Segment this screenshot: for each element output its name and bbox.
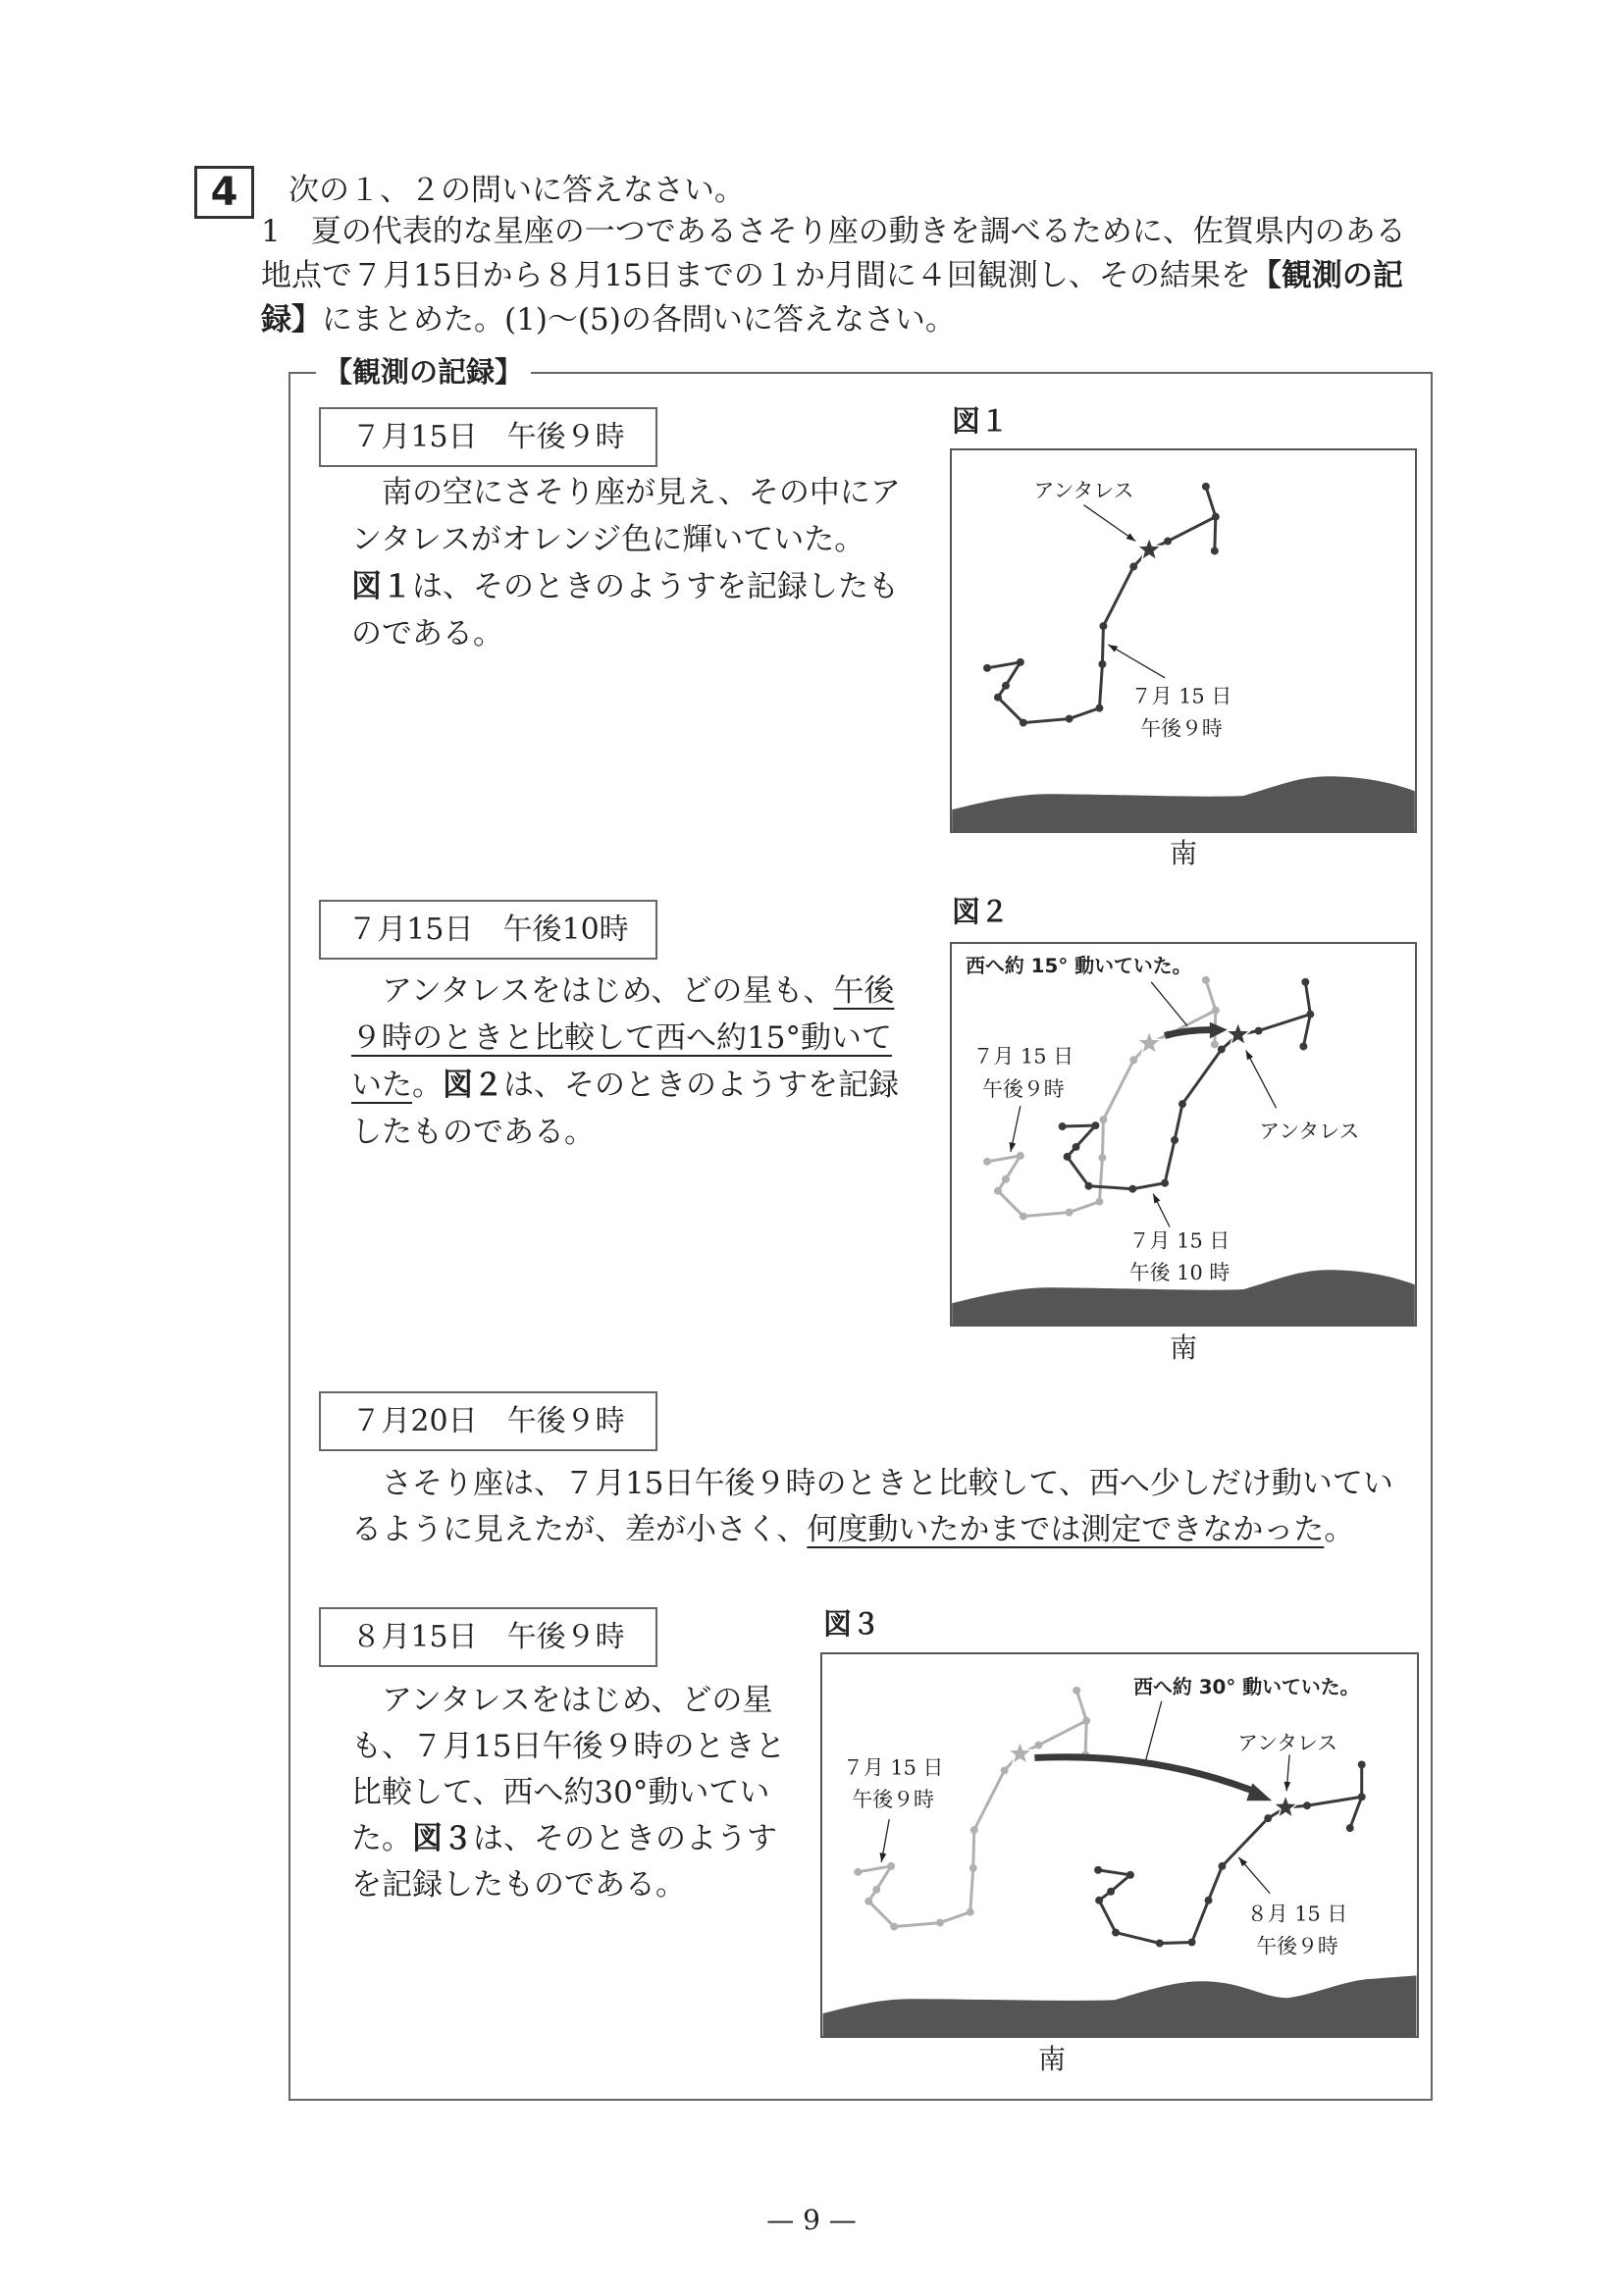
scorpius-jul15-10pm-star-dot [1178, 1100, 1186, 1108]
scorpius-jul15-10pm-star-dot [1301, 978, 1309, 986]
scorpius-jul15-9pm-star-dot [1211, 1040, 1219, 1048]
text-segment: アンタレスをはじめ、どの星 [382, 1683, 773, 1718]
scorpius-aug15-9pm-star-dot [1095, 1897, 1103, 1905]
figure-1-south-label: 南 [1170, 837, 1198, 869]
scorpius-jul15-9pm-star-dot [1020, 719, 1027, 727]
text-line [261, 256, 1403, 295]
ground-silhouette [823, 1975, 1417, 2036]
text-segment: 比較して、西へ約30°動いてい [351, 1775, 770, 1810]
figure-label: 西へ約 30° 動いていた。 [1133, 1675, 1360, 1698]
pointer-line [1151, 982, 1187, 1026]
scorpius-jul15-9pm-star-dot [1129, 1056, 1137, 1064]
scorpius-jul15-9pm-star-dot [1001, 1766, 1009, 1774]
text-segment: るように見えたが、差が小さく、 [351, 1512, 808, 1547]
figure-label: ７月 15 日 [1130, 684, 1232, 708]
text-line [351, 1865, 686, 1905]
text-segment: ンタレスがオレンジ色に輝いていた。 [351, 522, 865, 557]
text-segment: も、７月15日午後９時のときと [351, 1729, 786, 1764]
underlined-text: ９時のときと比較して西へ約15°動いて [351, 1020, 892, 1056]
scorpius-jul15-9pm-star-dot [994, 694, 1002, 702]
scorpius-jul15-10pm-star-dot [1255, 1027, 1263, 1035]
scorpius-jul15-9pm-star-dot [1098, 660, 1106, 668]
figure-label: アンタレス [1259, 1119, 1360, 1143]
underlined-text: いた [351, 1068, 412, 1103]
observation-date-box: ８月15日 午後９時 [319, 1607, 657, 1667]
text-line [351, 520, 864, 559]
scorpius-jul15-9pm-star-dot [1020, 1213, 1027, 1221]
movement-arrowhead-icon [1246, 1783, 1272, 1800]
observation-record-label: 【観測の記録】 [316, 354, 531, 390]
figure-1 [950, 448, 1417, 833]
figure-label: ７月 15 日 [842, 1755, 944, 1780]
scorpius-jul15-9pm-star-dot [1202, 483, 1210, 491]
figure-3-title: 図３ [823, 1607, 881, 1641]
pointer-line [1108, 645, 1165, 678]
text-segment: 。 [1324, 1512, 1355, 1547]
text-line [261, 300, 956, 339]
figure-3 [820, 1652, 1419, 2038]
scorpius-jul15-10pm-star-dot [1064, 1153, 1072, 1161]
figure-label: 午後９時 [1256, 1934, 1338, 1958]
text-segment: さそり座は、７月15日午後９時のときと比較して、西へ少しだけ動いてい [382, 1466, 1393, 1501]
scorpius-jul15-9pm-star-dot [1017, 658, 1024, 666]
text-segment: にまとめた。(1)〜(5)の各問いに答えなさい。 [322, 302, 956, 338]
text-line [382, 1464, 1393, 1503]
scorpius-jul15-9pm-star-dot [969, 1864, 977, 1872]
text-line [351, 1510, 1354, 1549]
arrowhead-icon [1126, 533, 1136, 541]
scorpius-jul15-10pm-star-dot [1059, 1122, 1067, 1130]
figure-3-south-label: 南 [1038, 2043, 1067, 2075]
text-line [261, 212, 1406, 251]
text-line [382, 971, 894, 1011]
scorpius-jul15-9pm-star-dot [1073, 1687, 1080, 1695]
scorpius-aug15-9pm-star-dot [1264, 1814, 1272, 1822]
arrowhead-icon [1153, 1194, 1160, 1204]
scorpius-jul15-9pm-star-dot [1082, 1717, 1090, 1725]
observation-date-box: ７月15日 午後９時 [319, 407, 657, 467]
text-segment: のである。 [351, 616, 503, 652]
text-line [351, 1113, 595, 1152]
text-line [351, 1018, 892, 1058]
text-segment: アンタレスをはじめ、どの星も、 [382, 973, 834, 1009]
scorpius-jul15-9pm-antares-star-icon [1137, 538, 1162, 560]
figure-label: アンタレス [1033, 478, 1134, 502]
scorpius-jul15-9pm-star-dot [1211, 547, 1219, 554]
scorpius-jul15-10pm-star-dot [1091, 1122, 1099, 1129]
scorpius-jul15-10pm-star-dot [1299, 1042, 1307, 1050]
scorpius-aug15-9pm-star-dot [1218, 1862, 1226, 1870]
scorpius-jul15-9pm-star-dot [1164, 538, 1172, 546]
scorpius-jul15-9pm-body-line [858, 1721, 1086, 1927]
scorpius-jul15-10pm-star-dot [1306, 1011, 1314, 1018]
scorpius-jul15-9pm-star-dot [967, 1908, 974, 1916]
arrowhead-icon [1246, 1050, 1253, 1060]
pointer-line [1146, 1701, 1162, 1760]
scorpius-aug15-9pm-star-dot [1358, 1760, 1366, 1768]
text-line [351, 1819, 777, 1858]
scorpius-jul15-9pm-antares-star-icon [1137, 1031, 1162, 1054]
scorpius-jul15-9pm-star-dot [936, 1919, 944, 1927]
text-line [351, 567, 899, 606]
scorpius-jul15-10pm-star-dot [1161, 1179, 1169, 1187]
scorpius-aug15-9pm-star-dot [1205, 1897, 1213, 1905]
scorpius-jul15-10pm-star-dot [1128, 1185, 1136, 1193]
scorpius-jul15-9pm-star-dot [1129, 562, 1137, 570]
text-line [351, 1773, 769, 1812]
scorpius-jul15-9pm-star-dot [887, 1862, 895, 1870]
figure-label: アンタレス [1237, 1731, 1338, 1755]
text-segment: を記録したものである。 [351, 1867, 686, 1903]
text-segment: 南の空にさそり座が見え、その中にア [382, 475, 901, 510]
scorpius-jul15-9pm-star-dot [1202, 976, 1210, 984]
scorpius-jul15-9pm-star-dot [970, 1826, 978, 1834]
scorpius-aug15-9pm-star-dot [1094, 1866, 1102, 1874]
scorpius-aug15-9pm-star-dot [1112, 1929, 1120, 1937]
movement-arrowhead-icon [1210, 1022, 1228, 1039]
scorpius-aug15-9pm-star-dot [1358, 1793, 1366, 1800]
figure-2 [950, 942, 1417, 1327]
text-segment: 地点で７月15日から８月15日までの１か月間に４回観測し、その結果を [261, 258, 1251, 293]
text-line [382, 1681, 772, 1720]
scorpius-jul15-9pm-star-dot [1066, 1209, 1073, 1217]
scorpius-jul15-9pm-star-dot [1066, 715, 1073, 723]
text-line [382, 473, 901, 512]
underlined-text: 何度動いたかまでは測定できなかった [807, 1512, 1325, 1547]
scorpius-jul15-9pm-star-dot [872, 1886, 880, 1894]
figure-label: ７月 15 日 [1128, 1228, 1230, 1253]
scorpius-jul15-9pm-star-dot [983, 1158, 991, 1166]
figure-label: ７月 15 日 [972, 1044, 1074, 1069]
text-line [351, 614, 503, 653]
scorpius-aug15-9pm-star-dot [1126, 1871, 1134, 1879]
scorpius-jul15-9pm-star-dot [1098, 1154, 1106, 1162]
scorpius-jul15-9pm-star-dot [994, 1187, 1002, 1195]
scorpius-jul15-9pm-star-dot [1002, 1175, 1010, 1183]
question-intro: 次の１、２の問いに答えなさい。 [288, 173, 745, 208]
scorpius-jul15-9pm-antares-star-icon [1008, 1742, 1032, 1764]
bold-text: 録】 [261, 302, 322, 338]
figure-label: 西へ約 15° 動いていた。 [966, 954, 1192, 977]
scorpius-jul15-9pm-star-dot [983, 664, 991, 672]
figure-2-south-label: 南 [1170, 1331, 1198, 1364]
arrowhead-icon [1010, 1142, 1017, 1152]
text-line [351, 1066, 899, 1105]
scorpius-jul15-9pm-star-dot [864, 1898, 872, 1905]
scorpius-jul15-9pm-star-dot [1095, 1198, 1103, 1206]
page-number: — 9 — [766, 2204, 857, 2236]
figure-label: ８月 15 日 [1246, 1902, 1348, 1926]
arrowhead-icon [1108, 645, 1118, 652]
text-segment: は、そのときのようす [473, 1821, 777, 1856]
scorpius-aug15-9pm-star-dot [1156, 1940, 1164, 1948]
scorpius-jul15-9pm-star-dot [1212, 1007, 1220, 1015]
scorpius-jul15-9pm-star-dot [1099, 1116, 1107, 1123]
text-segment: 。 [412, 1068, 443, 1103]
pointer-line [1084, 505, 1136, 542]
figure-label: 午後９時 [1140, 716, 1223, 741]
scorpius-jul15-10pm-star-dot [1218, 1045, 1226, 1053]
scorpius-jul15-9pm-star-dot [890, 1923, 898, 1931]
movement-arrow [1034, 1757, 1258, 1794]
figure-label: 午後 10 時 [1128, 1261, 1230, 1285]
movement-arrow [1165, 1030, 1212, 1036]
pointer-line [1246, 1050, 1277, 1108]
arrowhead-icon [880, 1852, 887, 1862]
scorpius-jul15-9pm-star-dot [1002, 682, 1010, 690]
text-line [351, 1727, 785, 1766]
scorpius-jul15-10pm-star-dot [1073, 1143, 1080, 1151]
bold-text: 図２ [443, 1068, 503, 1103]
scorpius-jul15-9pm-star-dot [1034, 1742, 1042, 1749]
scorpius-aug15-9pm-star-dot [1188, 1939, 1196, 1947]
scorpius-aug15-9pm-star-dot [1107, 1888, 1115, 1896]
scorpius-jul15-9pm-star-dot [1099, 622, 1107, 630]
figure-label: 午後９時 [982, 1077, 1065, 1102]
ground-silhouette [952, 776, 1415, 831]
text-segment: 1 夏の代表的な星座の一つであるさそり座の動きを調べるために、佐賀県内のある [261, 214, 1406, 249]
text-segment: は、そのときのようすを記録 [503, 1068, 899, 1103]
observation-date-box: ７月15日 午後10時 [319, 900, 657, 960]
bold-text: 図１ [351, 569, 412, 604]
text-segment: したものである。 [351, 1115, 595, 1150]
bold-text: 図３ [412, 1821, 473, 1856]
scorpius-jul15-10pm-star-dot [1171, 1136, 1178, 1144]
scorpius-jul15-9pm-star-dot [1095, 704, 1103, 712]
question-number-box: 4 [194, 166, 254, 219]
scorpius-jul15-9pm-star-dot [1017, 1152, 1024, 1160]
text-segment: た。 [351, 1821, 412, 1856]
scorpius-aug15-9pm-star-dot [1346, 1824, 1354, 1832]
scorpius-aug15-9pm-star-dot [1303, 1801, 1311, 1809]
scorpius-jul15-9pm-star-dot [1212, 513, 1220, 521]
bold-text: 【観測の記 [1250, 258, 1403, 293]
figure-1-title: 図１ [952, 404, 1010, 438]
scorpius-jul15-9pm-star-dot [854, 1868, 862, 1876]
scorpius-jul15-10pm-star-dot [1085, 1182, 1093, 1190]
underlined-text: 午後 [833, 973, 895, 1009]
figure-2-title: 図２ [952, 895, 1010, 928]
figure-label: 午後９時 [852, 1788, 934, 1812]
text-segment: は、そのときのようすを記録したも [412, 569, 899, 604]
observation-date-box: ７月20日 午後９時 [319, 1391, 657, 1451]
